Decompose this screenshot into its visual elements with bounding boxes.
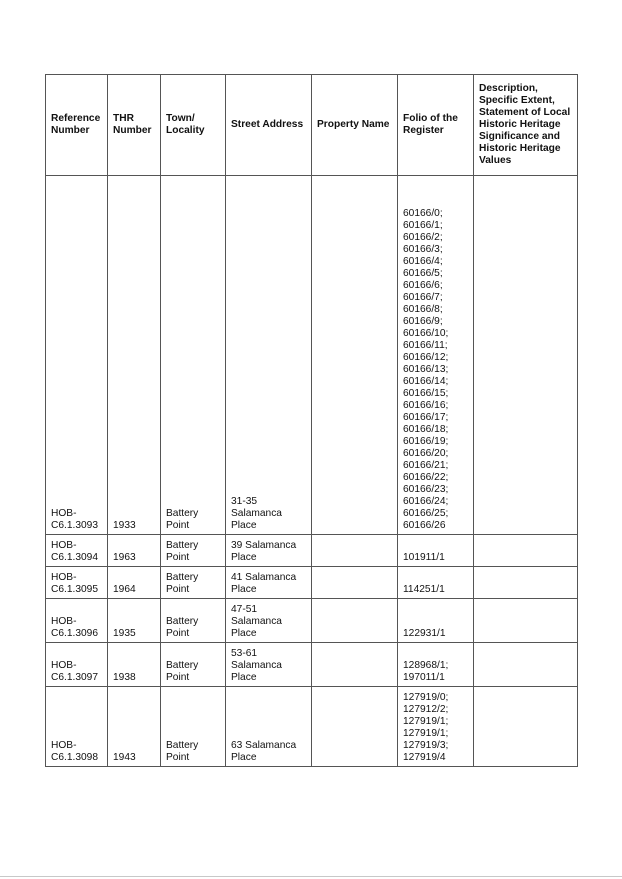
reference-number-cell	[46, 599, 108, 643]
folio-register-cell	[398, 535, 474, 567]
thr-number-cell: 1943	[108, 687, 161, 767]
town-locality-cell	[161, 535, 226, 567]
table-row	[46, 176, 578, 535]
town-locality-cell	[161, 687, 226, 767]
thr-number-cell: 1963	[108, 535, 161, 567]
table-row	[46, 643, 578, 687]
description-cell	[474, 643, 578, 687]
street-address-cell-line: 41 Salamanca	[231, 572, 297, 583]
folio-register-cell-line: 127919/3;	[403, 740, 449, 751]
folio-register-cell-line: 60166/22;	[403, 472, 449, 483]
description-cell	[474, 687, 578, 767]
street-address-cell	[226, 567, 312, 599]
header-reference-number: Reference Number	[46, 75, 108, 176]
town-locality-cell-line: Point	[166, 752, 190, 763]
property-name-cell	[312, 535, 398, 567]
folio-register-cell-line: 60166/6;	[403, 280, 443, 291]
town-locality-cell-line: Battery	[166, 508, 199, 519]
property-name-cell	[312, 567, 398, 599]
reference-number-cell-line: HOB-	[51, 616, 77, 627]
town-locality-cell-line: Point	[166, 672, 190, 683]
description-cell	[474, 176, 578, 535]
folio-register-cell-line: 127919/4	[403, 752, 446, 763]
town-locality-cell	[161, 176, 226, 535]
street-address-cell-line: Place	[231, 552, 257, 563]
folio-register-cell-line: 60166/3;	[403, 244, 443, 255]
town-locality-cell	[161, 643, 226, 687]
street-address-cell	[226, 643, 312, 687]
folio-register-cell-line: 60166/4;	[403, 256, 443, 267]
town-locality-cell	[161, 599, 226, 643]
street-address-cell-line: Place	[231, 584, 257, 595]
town-locality-cell-line: Battery	[166, 540, 199, 551]
thr-number-cell: 1933	[108, 176, 161, 535]
header-row	[46, 75, 578, 176]
folio-register-cell-line: 60166/16;	[403, 400, 449, 411]
property-name-cell	[312, 643, 398, 687]
folio-register-cell-line: 60166/24;	[403, 496, 449, 507]
folio-register-cell-line: 127919/1;	[403, 728, 449, 739]
reference-number-cell	[46, 643, 108, 687]
folio-register-cell-line: 122931/1	[403, 628, 446, 639]
folio-register-cell-line: 60166/26	[403, 520, 446, 531]
header-town-locality: Town/ Locality	[161, 75, 226, 176]
folio-register-cell-line: 197011/1	[403, 672, 445, 683]
reference-number-cell-line: HOB-	[51, 740, 77, 751]
folio-register-cell	[398, 687, 474, 767]
street-address-cell-line: Salamanca	[231, 660, 282, 671]
folio-register-cell-line: 60166/13;	[403, 364, 449, 375]
reference-number-cell	[46, 535, 108, 567]
street-address-cell	[226, 176, 312, 535]
folio-register-cell-line: 60166/25;	[403, 508, 449, 519]
street-address-cell-line: 53-61	[231, 648, 258, 659]
property-name-cell	[312, 599, 398, 643]
folio-register-cell-line: 60166/12;	[403, 352, 449, 363]
street-address-cell	[226, 687, 312, 767]
reference-number-cell-line: C6.1.3094	[51, 552, 99, 563]
description-cell	[474, 599, 578, 643]
folio-register-cell-line: 60166/7;	[403, 292, 443, 303]
reference-number-cell	[46, 687, 108, 767]
folio-register-cell	[398, 176, 474, 535]
folio-register-cell	[398, 567, 474, 599]
street-address-cell-line: 39 Salamanca	[231, 540, 297, 551]
description-cell	[474, 535, 578, 567]
header-description: Description, Specific Extent, Statement of Local Historic Heritage Significance and Historic Heritage Values	[474, 75, 578, 176]
table-row	[46, 567, 578, 599]
town-locality-cell-line: Battery	[166, 572, 199, 583]
folio-register-cell-line: 60166/20;	[403, 448, 449, 459]
reference-number-cell-line: C6.1.3098	[51, 752, 99, 763]
header-folio-of-register: Folio of the Register	[398, 75, 474, 176]
property-name-cell	[312, 176, 398, 535]
table-row	[46, 687, 578, 767]
folio-register-cell-line: 60166/1;	[403, 220, 443, 231]
street-address-cell-line: Place	[231, 520, 257, 531]
town-locality-cell-line: Point	[166, 520, 190, 531]
folio-register-cell-line: 60166/18;	[403, 424, 449, 435]
folio-register-cell-line: 60166/2;	[403, 232, 443, 243]
folio-register-cell-line: 60166/17;	[403, 412, 449, 423]
folio-register-cell-line: 60166/21;	[403, 460, 449, 471]
page-bottom-edge	[0, 876, 622, 877]
folio-register-cell-line: 101911/1	[403, 552, 445, 563]
town-locality-cell-line: Point	[166, 552, 190, 563]
street-address-cell-line: 63 Salamanca	[231, 740, 297, 751]
street-address-cell-line: 31-35	[231, 496, 258, 507]
folio-register-cell-line: 60166/23;	[403, 484, 449, 495]
description-cell	[474, 567, 578, 599]
street-address-cell	[226, 535, 312, 567]
town-locality-cell-line: Point	[166, 628, 190, 639]
folio-register-cell-line: 114251/1	[403, 584, 445, 595]
town-locality-cell	[161, 567, 226, 599]
folio-register-cell-line: 60166/10;	[403, 328, 449, 339]
folio-register-cell-line: 128968/1;	[403, 660, 449, 671]
reference-number-cell-line: HOB-	[51, 660, 77, 671]
header-thr-number: THR Number	[108, 75, 161, 176]
folio-register-cell-line: 60166/0;	[403, 208, 443, 219]
town-locality-cell-line: Battery	[166, 660, 199, 671]
street-address-cell-line: Place	[231, 752, 257, 763]
reference-number-cell	[46, 567, 108, 599]
reference-number-cell-line: C6.1.3096	[51, 628, 99, 639]
folio-register-cell-line: 60166/8;	[403, 304, 443, 315]
folio-register-cell-line: 127919/1;	[403, 716, 449, 727]
folio-register-cell	[398, 643, 474, 687]
folio-register-cell-line: 60166/14;	[403, 376, 449, 387]
town-locality-cell-line: Battery	[166, 616, 199, 627]
heritage-register-table	[45, 74, 578, 767]
thr-number-cell: 1964	[108, 567, 161, 599]
street-address-cell-line: Salamanca	[231, 616, 282, 627]
header-property-name: Property Name	[312, 75, 398, 176]
reference-number-cell	[46, 176, 108, 535]
reference-number-cell-line: HOB-	[51, 508, 77, 519]
folio-register-cell-line: 60166/15;	[403, 388, 449, 399]
thr-number-cell: 1938	[108, 643, 161, 687]
town-locality-cell-line: Point	[166, 584, 190, 595]
table-row	[46, 535, 578, 567]
street-address-cell-line: 47-51	[231, 604, 258, 615]
thr-number-cell: 1935	[108, 599, 161, 643]
folio-register-cell-line: 127919/0;	[403, 692, 449, 703]
folio-register-cell-line: 60166/5;	[403, 268, 443, 279]
table-row	[46, 599, 578, 643]
town-locality-cell-line: Battery	[166, 740, 199, 751]
street-address-cell	[226, 599, 312, 643]
street-address-cell-line: Place	[231, 672, 257, 683]
reference-number-cell-line: HOB-	[51, 540, 77, 551]
street-address-cell-line: Salamanca	[231, 508, 282, 519]
street-address-cell-line: Place	[231, 628, 257, 639]
reference-number-cell-line: C6.1.3093	[51, 520, 99, 531]
folio-register-cell-line: 127912/2;	[403, 704, 449, 715]
folio-register-cell-line: 60166/9;	[403, 316, 443, 327]
property-name-cell	[312, 687, 398, 767]
folio-register-cell-line: 60166/19;	[403, 436, 449, 447]
folio-register-cell-line: 60166/11;	[403, 340, 448, 351]
reference-number-cell-line: C6.1.3097	[51, 672, 99, 683]
header-street-address: Street Address	[226, 75, 312, 176]
reference-number-cell-line: HOB-	[51, 572, 77, 583]
folio-register-cell	[398, 599, 474, 643]
reference-number-cell-line: C6.1.3095	[51, 584, 99, 595]
